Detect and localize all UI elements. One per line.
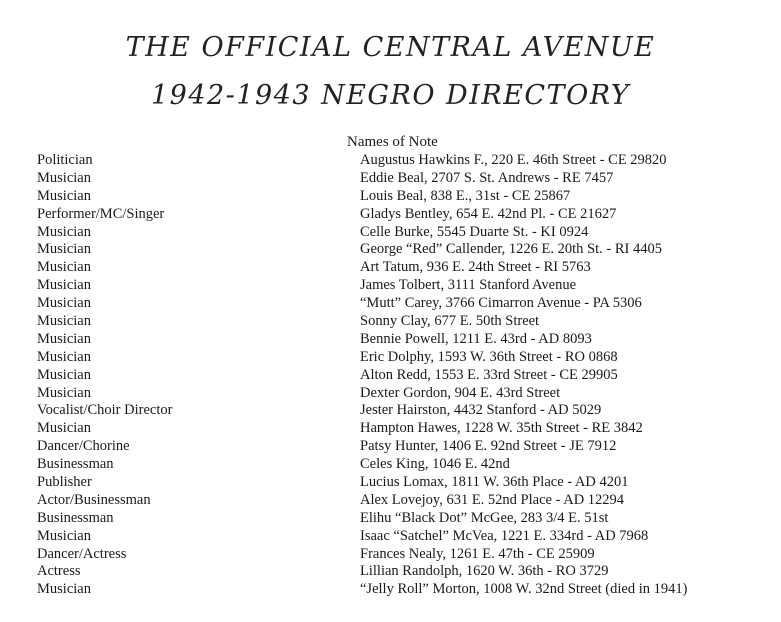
directory-entry: Bennie Powell, 1211 E. 43rd - AD 8093 [360, 330, 592, 347]
occupation-label: Musician [37, 187, 91, 204]
directory-entry: Jester Hairston, 4432 Stanford - AD 5029 [360, 402, 602, 419]
directory-row [0, 206, 781, 224]
directory-entry: Isaac “Satchel” McVea, 1221 E. 334rd - AD 7968 [360, 527, 649, 544]
occupation-label: Musician [37, 241, 91, 258]
occupation-label: Dancer/Chorine [37, 438, 130, 455]
directory-entry: Art Tatum, 936 E. 24th Street - RI 5763 [360, 259, 591, 276]
names-of-note-heading: Names of Note [347, 134, 438, 150]
directory-row [0, 402, 781, 420]
occupation-label: Musician [37, 330, 91, 347]
directory-row [0, 563, 781, 581]
directory-row [0, 528, 781, 546]
occupation-label: Dancer/Actress [37, 545, 127, 562]
directory-entry: Alex Lovejoy, 631 E. 52nd Place - AD 12294 [360, 491, 625, 508]
directory-entry: Dexter Gordon, 904 E. 43rd Street [360, 384, 561, 401]
directory-row [0, 152, 781, 170]
directory-list [0, 152, 781, 599]
directory-entry: Celle Burke, 5545 Duarte St. - KI 0924 [360, 223, 589, 240]
directory-row [0, 367, 781, 385]
directory-entry: Lucius Lomax, 1811 W. 36th Place - AD 4201 [360, 474, 629, 491]
directory-row [0, 456, 781, 474]
directory-entry: “Mutt” Carey, 3766 Cimarron Avenue - PA 5306 [360, 295, 642, 312]
directory-row [0, 385, 781, 403]
directory-row [0, 295, 781, 313]
directory-row [0, 170, 781, 188]
directory-row [0, 546, 781, 564]
directory-row [0, 313, 781, 331]
occupation-label: Actor/Businessman [37, 491, 151, 508]
directory-entry: Patsy Hunter, 1406 E. 92nd Street - JE 7912 [360, 438, 617, 455]
occupation-label: Businessman [37, 456, 114, 473]
directory-entry: Lillian Randolph, 1620 W. 36th - RO 3729 [360, 563, 609, 580]
directory-entry: Frances Nealy, 1261 E. 47th - CE 25909 [360, 545, 595, 562]
directory-entry: Elihu “Black Dot” McGee, 283 3/4 E. 51st [360, 509, 609, 526]
occupation-label: Musician [37, 581, 91, 598]
directory-entry: Celes King, 1046 E. 42nd [360, 456, 510, 473]
occupation-label: Musician [37, 384, 91, 401]
directory-row [0, 474, 781, 492]
occupation-label: Politician [37, 152, 93, 168]
directory-row [0, 188, 781, 206]
occupation-label: Musician [37, 295, 91, 312]
directory-entry: Gladys Bentley, 654 E. 42nd Pl. - CE 21627 [360, 205, 617, 222]
directory-entry: Sonny Clay, 677 E. 50th Street [360, 313, 540, 330]
directory-entry: George “Red” Callender, 1226 E. 20th St. - RI 4405 [360, 241, 662, 258]
directory-row [0, 277, 781, 295]
directory-row [0, 492, 781, 510]
directory-entry: Augustus Hawkins F., 220 E. 46th Street - CE 29820 [360, 152, 667, 168]
directory-entry: Eddie Beal, 2707 S. St. Andrews - RE 7457 [360, 169, 614, 186]
title-line-1: THE OFFICIAL CENTRAL AVENUE [125, 32, 656, 63]
occupation-label: Musician [37, 169, 91, 186]
directory-row [0, 331, 781, 349]
occupation-label: Vocalist/Choir Director [37, 402, 173, 419]
directory-entry: “Jelly Roll” Morton, 1008 W. 32nd Street (died in 1941) [360, 581, 688, 598]
occupation-label: Musician [37, 366, 91, 383]
directory-entry: Louis Beal, 838 E., 31st - CE 25867 [360, 187, 571, 204]
occupation-label: Actress [37, 563, 81, 580]
directory-row [0, 438, 781, 456]
directory-row [0, 259, 781, 277]
directory-row [0, 581, 781, 599]
occupation-label: Musician [37, 313, 91, 330]
directory-entry: James Tolbert, 3111 Stanford Avenue [360, 277, 577, 294]
occupation-label: Businessman [37, 509, 114, 526]
occupation-label: Performer/MC/Singer [37, 205, 165, 222]
occupation-label: Musician [37, 420, 91, 437]
directory-entry: Hampton Hawes, 1228 W. 35th Street - RE 3842 [360, 420, 643, 437]
directory-row [0, 349, 781, 367]
occupation-label: Musician [37, 277, 91, 294]
occupation-label: Musician [37, 348, 91, 365]
directory-entry: Eric Dolphy, 1593 W. 36th Street - RO 0868 [360, 348, 618, 365]
directory-row [0, 224, 781, 242]
directory-row [0, 510, 781, 528]
occupation-label: Musician [37, 527, 91, 544]
occupation-label: Musician [37, 223, 91, 240]
occupation-label: Publisher [37, 474, 92, 491]
directory-row [0, 420, 781, 438]
directory-row [0, 241, 781, 259]
title-line-2: 1942-1943 NEGRO DIRECTORY [150, 80, 631, 111]
occupation-label: Musician [37, 259, 91, 276]
directory-entry: Alton Redd, 1553 E. 33rd Street - CE 29905 [360, 366, 618, 383]
